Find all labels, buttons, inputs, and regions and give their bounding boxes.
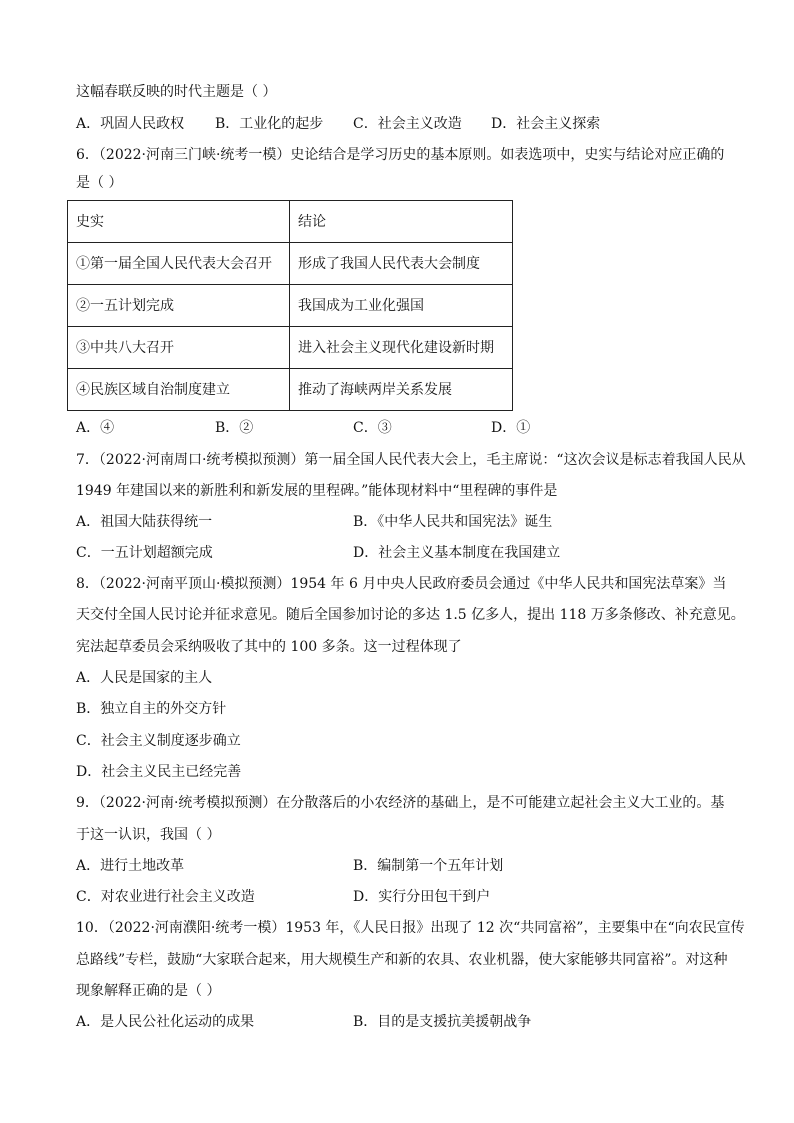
q7-stem-line1: 7．（2022·河南周口·统考模拟预测）第一届全国人民代表大会上，毛主席说：“这次会议是标志着我国人民从 <box>76 452 746 468</box>
table-header-row <box>68 201 513 243</box>
q5-stem: 这幅春联反映的时代主题是（ ） <box>76 84 277 100</box>
table-row <box>68 369 513 411</box>
q6-option-d: D．① <box>491 420 531 436</box>
table-cell-fact: ③中共八大召开 <box>68 327 290 369</box>
q9-stem-line2: 于这一认识，我国（ ） <box>76 827 221 843</box>
q5-option-c: C．社会主义改造 <box>353 116 462 132</box>
table-cell-fact: ②一五计划完成 <box>68 285 290 327</box>
q6-option-b: B．② <box>215 420 254 436</box>
table-cell-fact: ④民族区域自治制度建立 <box>68 369 290 411</box>
q7-option-a: A．祖国大陆获得统一 <box>76 514 213 530</box>
q5-option-b: B．工业化的起步 <box>215 116 324 132</box>
q9-option-c: C．对农业进行社会主义改造 <box>76 889 255 905</box>
q10-stem-line2: 总路线”专栏，鼓励“大家联合起来，用大规模生产和新的农具、农业机器，使大家能够共同富裕”。对这种 <box>76 952 728 968</box>
table-header-fact: 史实 <box>68 201 290 243</box>
q8-stem-line1: 8．（2022·河南平顶山·模拟预测）1954 年 6 月中央人民政府委员会通过《中华人民共和国宪法草案》当 <box>76 576 727 592</box>
q9-option-d: D．实行分田包干到户 <box>353 889 491 905</box>
table-cell-conclusion: 我国成为工业化强国 <box>290 285 513 327</box>
table-row <box>68 285 513 327</box>
table-row <box>68 327 513 369</box>
table-cell-conclusion: 形成了我国人民代表大会制度 <box>290 243 513 285</box>
q10-stem-line1: 10．（2022·河南濮阳·统考一模）1953 年，《人民日报》出现了 12 次“共同富裕”，主要集中在“向农民宣传 <box>76 920 745 936</box>
q9-stem-line1: 9．（2022·河南·统考模拟预测）在分散落后的小农经济的基础上，是不可能建立起社会主义大工业的。基 <box>76 795 725 811</box>
q5-option-a: A．巩固人民政权 <box>76 116 185 132</box>
q8-option-b: B．独立自主的外交方针 <box>76 701 227 717</box>
q6-option-c: C．③ <box>353 420 392 436</box>
q8-option-d: D．社会主义民主已经完善 <box>76 764 242 780</box>
q7-option-c: C．一五计划超额完成 <box>76 545 213 561</box>
q5-option-d: D．社会主义探索 <box>491 116 601 132</box>
q8-stem-line3: 宪法起草委员会采纳吸收了其中的 100 多条。这一过程体现了 <box>76 639 462 655</box>
q7-option-b: B．《中华人民共和国宪法》诞生 <box>353 514 553 530</box>
q6-stem-line2: 是（ ） <box>76 175 123 191</box>
q6-stem-line1: 6．（2022·河南三门峡·统考一模）史论结合是学习历史的基本原则。如表选项中，史实与结论对应正确的 <box>76 147 725 163</box>
table-cell-conclusion: 进入社会主义现代化建设新时期 <box>290 327 513 369</box>
q10-stem-line3: 现象解释正确的是（ ） <box>76 983 221 999</box>
q10-option-a: A．是人民公社化运动的成果 <box>76 1014 255 1030</box>
table-cell-fact: ①第一届全国人民代表大会召开 <box>68 243 290 285</box>
q9-option-b: B．编制第一个五年计划 <box>353 858 504 874</box>
q6-option-a: A．④ <box>76 420 115 436</box>
table-cell-conclusion: 推动了海峡两岸关系发展 <box>290 369 513 411</box>
q9-option-a: A．进行土地改革 <box>76 858 185 874</box>
q8-stem-line2: 天交付全国人民讨论并征求意见。随后全国参加讨论的多达 1.5 亿多人，提出 118 万多条修改、补充意见。 <box>76 607 745 623</box>
q8-option-a: A．人民是国家的主人 <box>76 670 213 686</box>
table-header-conclusion: 结论 <box>290 201 513 243</box>
q8-option-c: C．社会主义制度逐步确立 <box>76 733 241 749</box>
facts-conclusions-table <box>67 200 513 411</box>
q7-option-d: D．社会主义基本制度在我国建立 <box>353 545 561 561</box>
table-row <box>68 243 513 285</box>
q10-option-b: B．目的是支援抗美援朝战争 <box>353 1014 532 1030</box>
q7-stem-line2: 1949 年建国以来的新胜利和新发展的里程碑。”能体现材料中“里程碑的事件是 <box>76 483 558 499</box>
